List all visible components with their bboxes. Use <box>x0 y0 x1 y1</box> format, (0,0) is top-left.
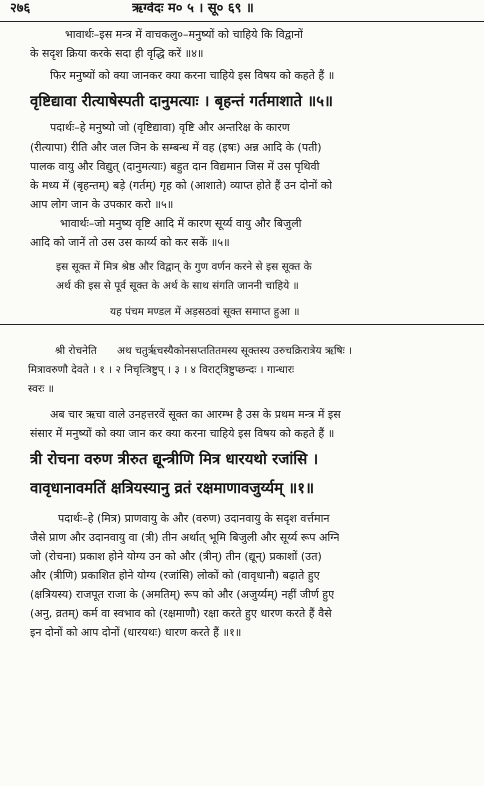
bhavartha-5-line2: आदि को जानें तो उस उस कार्य्य को कर सकें ॥५॥ <box>30 236 230 249</box>
padartha-5-line5: आप लोग जान के उपकार करो ॥५॥ <box>30 198 174 211</box>
devata-chhanda-line: मित्रावरुणौ देवते । १ । २ निचृत्त्रिष्टुप् । ३ । ४ विराट्त्रिष्टुप्छन्दः । गान्धारः <box>28 364 295 376</box>
bhavartha-4-line1: भावार्थः–इस मन्त्र में वाचकलु०–मनुष्यों को चाहिये कि विद्वानों <box>65 28 303 41</box>
padartha-1-line2: जैसे प्राण और उदानवायु वा (त्री) तीन अर्थात् भूमि बिजुली और सूर्य्य रूप अग्नि <box>30 531 340 544</box>
intro-line2: संसार में मनुष्यों को क्या जान कर क्या करना चाहिये इस विषय को कहते हैं ॥ <box>30 427 335 440</box>
padartha-5-line1: पदार्थः–हे मनुष्यो जो (वृष्टिद्यावा) वृष्टि और अन्तरिक्ष के कारण <box>50 121 290 134</box>
bhavartha-5-line1: भावार्थः–जो मनुष्य वृष्टि आदि में कारण सूर्य्य वायु और बिजुली <box>60 217 302 230</box>
padartha-1-line3: जो (रोचना) प्रकाश होने योग्य उन को और (त्रीन्) तीन (द्यून्) प्रकाशों (उत) <box>30 550 322 563</box>
intro-text: फिर मनुष्यों को क्या जानकर क्या करना चाहिये इस विषय को कहते हैं ॥ <box>50 69 335 82</box>
padartha-1-line6: (अनु, व्रतम्) कर्म वा स्वभाव को (रक्षमाणौ) रक्षा करते हुए धारण करते हैं वैसे <box>30 607 332 620</box>
section-rule <box>0 324 484 325</box>
mantra-5: वृष्टिद्यावा रीत्याषेस्पती दानुमत्याः । बृहन्तं गर्तमाशाते ॥५॥ <box>30 92 334 110</box>
sukta-prefix: श्री रोचनेति <box>55 345 97 357</box>
padartha-1-line1: पदार्थः–हे (मित्र) प्राणवायु के और (वरुण) उदानवायु के सदृश वर्त्तमान <box>58 512 330 525</box>
rishi-line: अथ चतुर्ऋचस्यैकोनसप्ततितमस्य सूक्तस्य उरुचक्रिरात्रेय ऋषिः । <box>117 345 353 357</box>
bhavartha-4-line2: के सदृश क्रिया करके सदा ही वृद्धि करें ॥४॥ <box>30 47 204 60</box>
padartha-1-line7: इन दोनों को आप दोनों (धारयथः) धारण करते हैं ॥१॥ <box>30 626 242 639</box>
padartha-5-line4: के मध्य में (बृहन्तम्) बड़े (गर्तम्) गृह को (आशाते) व्याप्त होते हैं उन दोनों को <box>30 179 333 192</box>
sukta-note-line1: इस सूक्त में मित्र श्रेष्ठ और विद्वान् के गुण वर्णन करने से इस सूक्त के <box>56 261 312 273</box>
mantra-1-line2: वावृधानावमतिं क्षत्रियस्यानु व्रतं रक्षमाणावजुर्य्यम् ॥१॥ <box>30 479 315 497</box>
sukta-note-line2: अर्थ की इस से पूर्व सूक्त के अर्थ के साथ संगति जाननी चाहिये ॥ <box>56 280 299 292</box>
mantra-1-line1: त्री रोचना वरुण त्रीरुत द्यून्त्रीणि मित्र धारयथो रजांसि । <box>30 450 319 468</box>
page-number: २७६ <box>10 2 31 16</box>
padartha-5-line2: (रीत्यापा) रीति और जल जिन के सम्बन्ध में वह (इषः) अन्न आदि के (पती) <box>30 141 322 154</box>
padartha-1-line5: (क्षत्रियस्य) राजपूत राजा के (अमतिम्) रूप को और (अजुर्य्यम्) नहीं जीर्ण हुए <box>30 588 335 601</box>
header-rule <box>0 21 484 22</box>
intro-line1: अब चार ऋचा वाले उनहत्तरवें सूक्त का आरम्भ है उस के प्रथम मन्त्र में इस <box>50 408 341 421</box>
padartha-1-line4: और (त्रीणि) प्रकाशित होने योग्य (रजांसि) लोकों को (वावृधानौ) बढ़ाते हुए <box>30 569 320 582</box>
padartha-5-line3: पालक वायु और विद्युत् (दानुमत्याः) बहुत दान विद्यमान जिस में उस पृथिवी <box>30 160 320 173</box>
running-title: ऋग्वेदः म० ५ । सू० ६९ ॥ <box>132 2 254 16</box>
svara-line: स्वरः ॥ <box>28 383 54 395</box>
sukta-end-note: यह पंचम मण्डल में अड़सठवां सूक्त समाप्त हुआ ॥ <box>110 306 300 318</box>
